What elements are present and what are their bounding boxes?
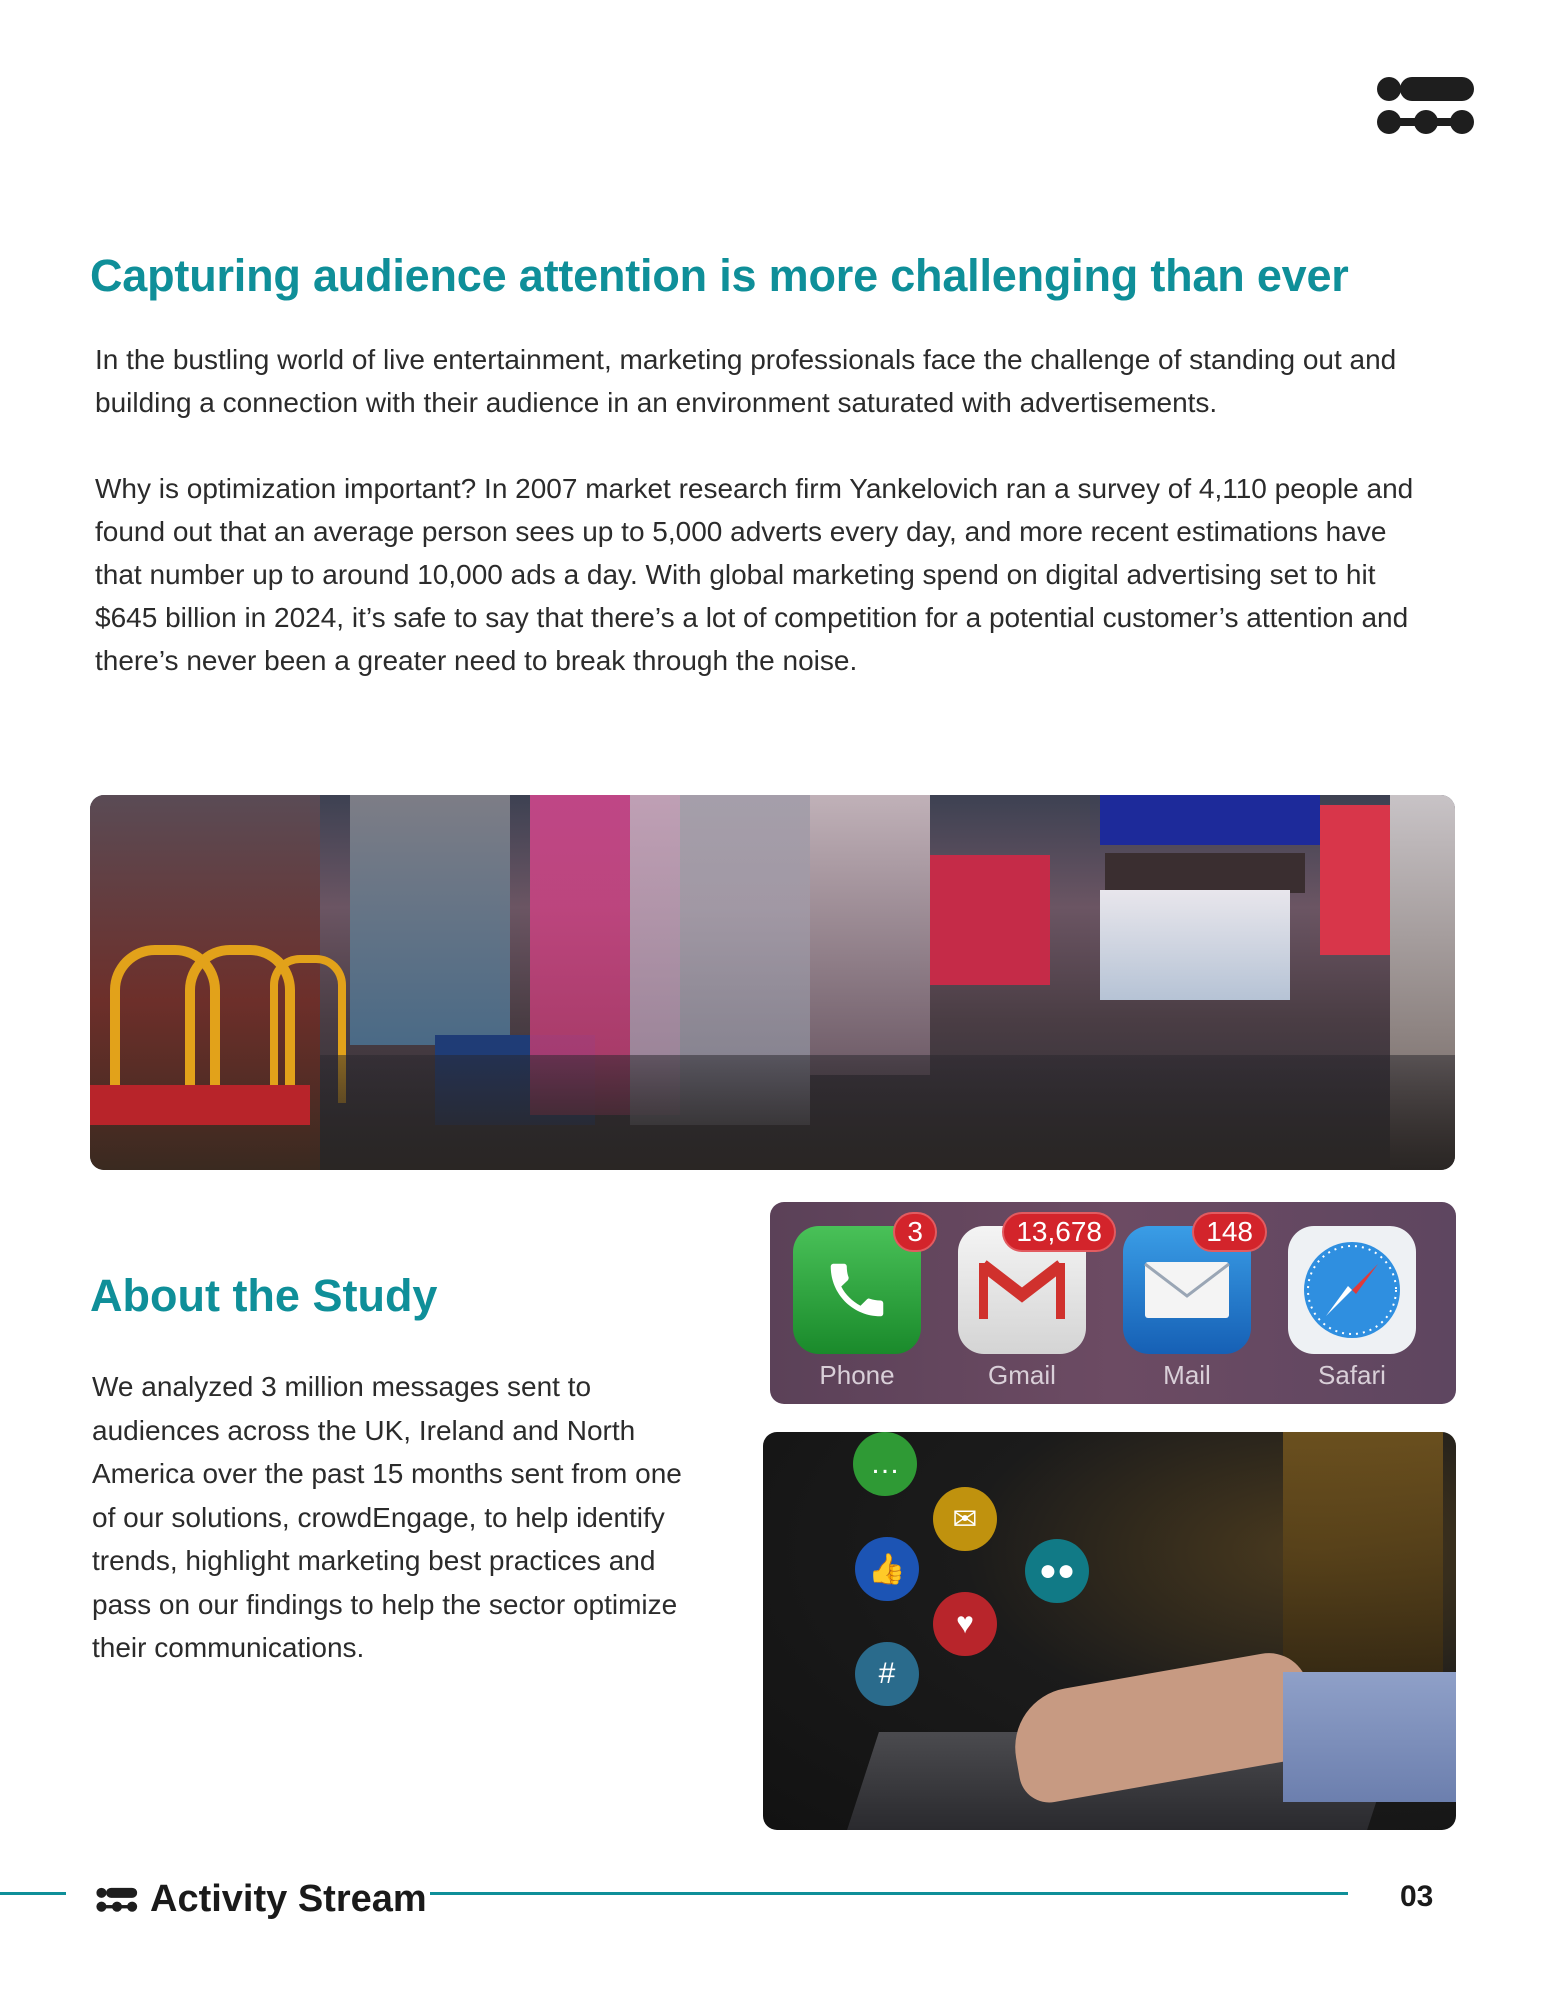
footer-rule-left: [0, 1892, 66, 1895]
brand-logo-icon: [1376, 74, 1476, 138]
section-title: Capturing audience attention is more challenging than ever: [90, 250, 1349, 301]
app-mail: [1120, 1216, 1254, 1391]
phone-icon: [793, 1216, 923, 1354]
brand-logo-small-icon: [96, 1885, 138, 1915]
times-square-photo: [90, 795, 1455, 1170]
hashtag-icon: #: [855, 1642, 919, 1706]
intro-text: [95, 338, 1435, 682]
footer-rule-right: [430, 1892, 1348, 1895]
app-safari: [1285, 1226, 1419, 1391]
mail-icon: [1123, 1216, 1253, 1354]
app-gmail: [955, 1216, 1102, 1391]
app-label-phone: Phone: [819, 1360, 895, 1390]
mail-badge: 148: [1192, 1212, 1267, 1252]
envelope-icon: ✉: [933, 1487, 997, 1551]
app-label-gmail: Gmail: [988, 1360, 1056, 1390]
footer-brand: [96, 1878, 427, 1921]
gmail-icon: [958, 1216, 1102, 1354]
chat-icon: …: [853, 1432, 917, 1496]
thumbs-up-icon: 👍: [855, 1537, 919, 1601]
phone-badge: 3: [893, 1212, 937, 1252]
gmail-badge: 13,678: [1002, 1212, 1116, 1252]
app-label-safari: Safari: [1318, 1360, 1386, 1390]
app-phone: [790, 1216, 924, 1391]
safari-icon: [1288, 1226, 1416, 1354]
page-number: 03: [1400, 1880, 1434, 1913]
footer-brand-name: Activity Stream: [150, 1878, 427, 1920]
intro-paragraph-2: Why is optimization important? In 2007 market research firm Yankelovich ran a survey of 4,110 people and found out that an average person sees up to 5,000 adverts every day, and more recent estimations have that number up to around 10,000 ads a day. With global marketing spend on digital advertising set to hit $645 billion in 2024, it’s safe to say that there’s a lot of competition for a potential customer’s attention and there’s never been a greater need to break through the noise.: [95, 473, 1414, 676]
phone-apps-photo: [770, 1202, 1456, 1404]
heart-icon: ♥: [933, 1592, 997, 1656]
study-paragraph: We analyzed 3 million messages sent to audiences across the UK, Ireland and North America over the past 15 months sent from one of our solutions, crowdEngage, to help identify trends, highlight marketing best practices and pass on our findings to help the sector optimize their communications.: [92, 1371, 682, 1663]
about-study-title: About the Study: [90, 1270, 438, 1321]
intro-paragraph-1: In the bustling world of live entertainment, marketing professionals face the challenge of standing out and building a connection with their audience in an environment saturated with advertisements.: [95, 344, 1397, 418]
app-label-mail: Mail: [1163, 1360, 1211, 1390]
group-icon: ●●: [1025, 1539, 1089, 1603]
laptop-social-photo: [763, 1432, 1456, 1830]
